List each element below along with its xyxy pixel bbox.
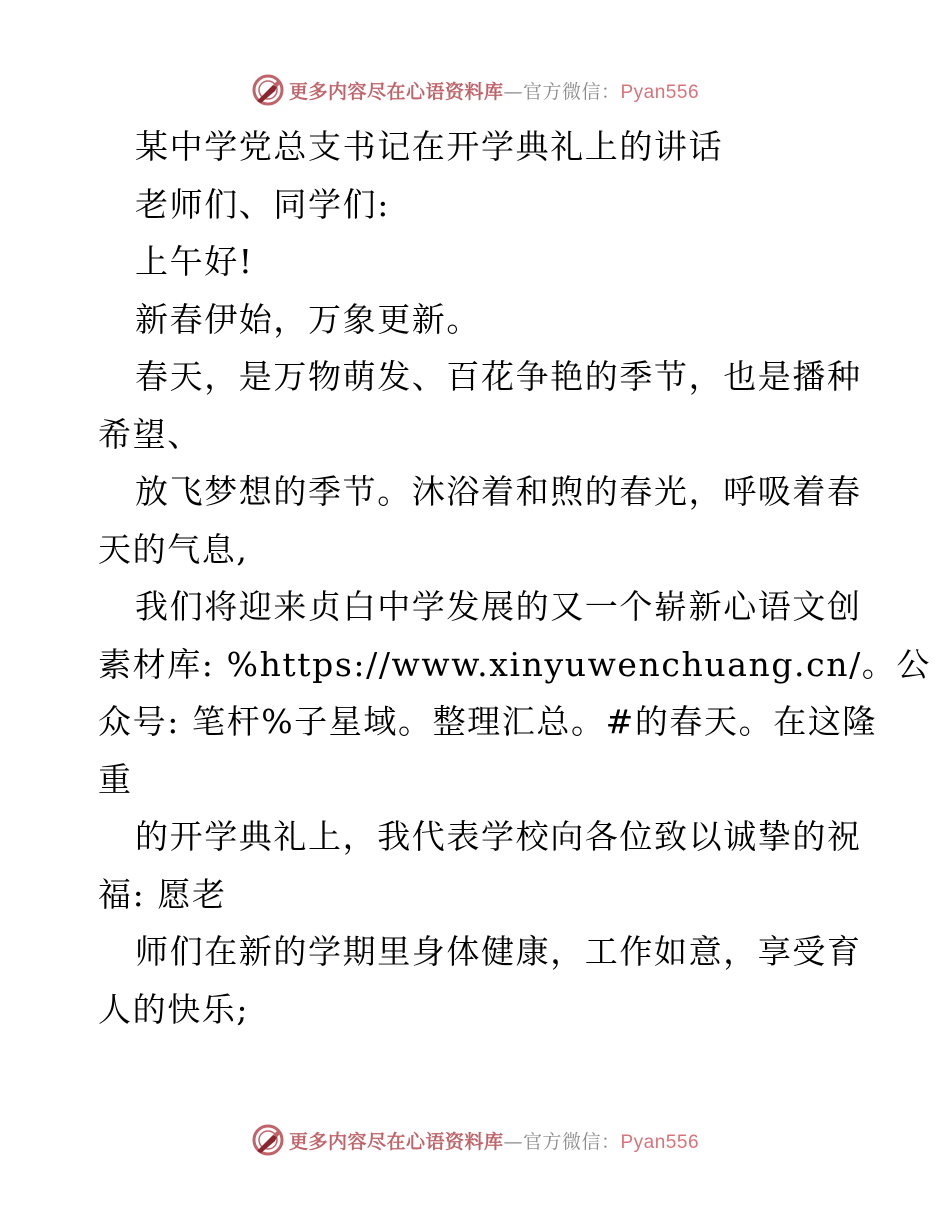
text-line: 希望、 [98,414,202,454]
text-line: 春天，是万物萌发、百花争艳的季节，也是播种 [135,357,862,396]
text-line: 素材库: %https://www.xinyuwenchuang.cn/。公 [98,644,931,684]
watermark-text: 更多内容尽在心语资料库—官方微信：Pyan556 [288,80,700,103]
text-line: 重 [98,759,133,799]
watermark-text: 更多内容尽在心语资料库—官方微信：Pyan556 [288,1130,700,1153]
text-line: 众号: 笔杆%子星域。整理汇总。#的春天。在这隆 [98,702,878,741]
text-line: 福: 愿老 [98,874,227,914]
fountain-pen-logo-icon [251,73,285,107]
text-line: 的开学典礼上，我代表学校向各位致以诚挚的祝 [135,817,862,856]
text-line: 师们在新的学期里身体健康，工作如意，享受育 [135,932,862,971]
header-watermark [0,70,950,110]
text-line: 上午好! [135,242,254,281]
text-line: 老师们、同学们: [135,184,390,224]
text-line: 放飞梦想的季节。沐浴着和煦的春光，呼吸着春 [135,472,862,511]
text-line: 我们将迎来贞白中学发展的又一个崭新心语文创 [135,587,862,626]
text-line: 人的快乐; [98,989,250,1029]
fountain-pen-logo-icon [251,1123,285,1157]
document-title: 某中学党总支书记在开学典礼上的讲话 [135,127,724,166]
document-body [98,118,931,1038]
footer-watermark [0,1120,950,1160]
text-line: 天的气息, [98,529,249,569]
text-line: 新春伊始，万象更新。 [135,299,481,339]
